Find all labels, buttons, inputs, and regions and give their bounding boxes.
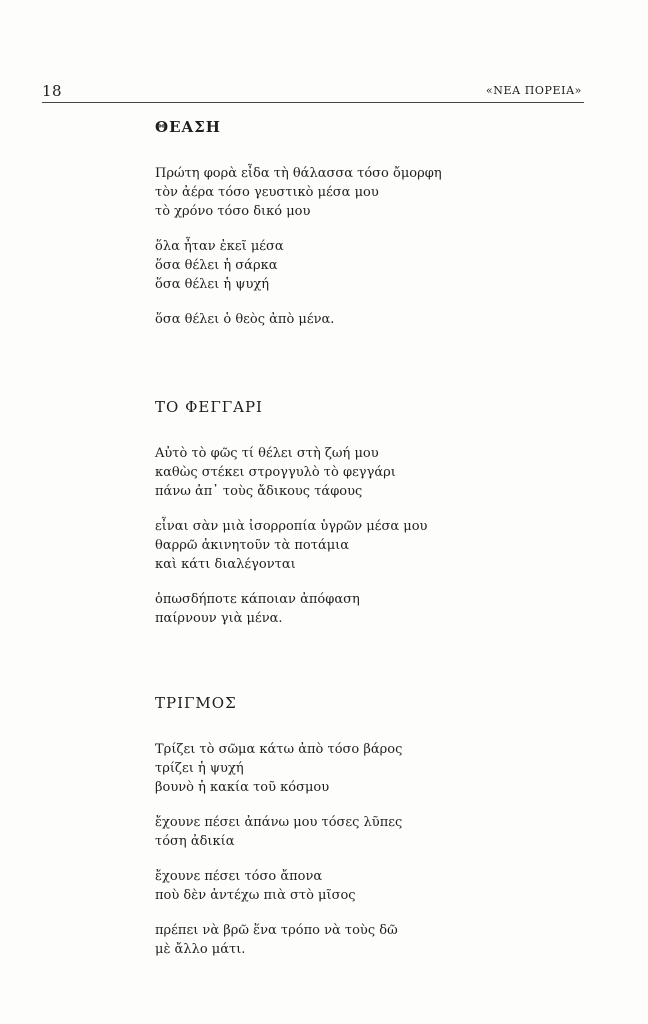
stanza [155, 867, 595, 905]
poem-line: Πρώτη φορὰ εἶδα τὴ θάλασσα τόσο ὄμορφη [155, 166, 442, 181]
poem-line: ποὺ δὲν ἀντέχω πιὰ στὸ μῖσος [155, 888, 356, 903]
poem-line: ὅλα ἦταν ἐκεῖ μέσα [155, 239, 284, 254]
poem-line: ὅσα θέλει ἡ ψυχή [155, 277, 270, 292]
poem-line: πρέπει νὰ βρῶ ἕνα τρόπο νὰ τοὺς δῶ [155, 923, 398, 938]
poem-trigmos [155, 694, 595, 975]
poem-line: ἔχουνε πέσει τόσο ἄπονα [155, 869, 323, 884]
poem-theasi [155, 118, 595, 345]
poem-line: πάνω ἀπ᾽ τοὺς ἄδικους τάφους [155, 484, 363, 499]
journal-title: «ΝΕΑ ΠΟΡΕΙΑ» [485, 84, 582, 97]
poem-line: καθὼς στέκει στρογγυλὸ τὸ φεγγάρι [155, 465, 396, 480]
poem-to-feggari [155, 398, 595, 644]
page-number: 18 [42, 82, 63, 100]
poem-title: ΤΟ ΦΕΓΓΑΡΙ [155, 398, 263, 416]
stanza [155, 517, 595, 574]
poem-line: ἔχουνε πέσει ἀπάνω μου τόσες λῦπες [155, 815, 403, 830]
stanza [155, 740, 595, 797]
poem-line: θαρρῶ ἀκινητοῦν τὰ ποτάμια [155, 538, 350, 553]
poem-title: ΤΡΙΓΜΟΣ [155, 694, 237, 712]
poem-line: τρίζει ἡ ψυχή [155, 761, 244, 776]
stanza [155, 164, 595, 221]
stanza [155, 444, 595, 501]
poem-line: εἶναι σὰν μιὰ ἰσορροπία ὑγρῶν μέσα μου [155, 519, 428, 534]
stanza [155, 921, 595, 959]
poem-line: καὶ κάτι διαλέγονται [155, 557, 296, 572]
stanza [155, 813, 595, 851]
poem-line: Αὐτὸ τὸ φῶς τί θέλει στὴ ζωή μου [155, 446, 379, 461]
poem-line: τόση ἀδικία [155, 834, 235, 849]
stanza [155, 237, 595, 294]
poem-line: βουνὸ ἡ κακία τοῦ κόσμου [155, 780, 330, 795]
poem-title: ΘΕΑΣΗ [155, 118, 221, 136]
poem-line: ὁπωσδήποτε κάποιαν ἀπόφαση [155, 592, 360, 607]
poem-line: τὸν ἀέρα τόσο γευστικὸ μέσα μου [155, 185, 379, 200]
stanza [155, 310, 595, 329]
poem-line: Τρίζει τὸ σῶμα κάτω ἀπὸ τόσο βάρος [155, 742, 403, 757]
poem-line: τὸ χρόνο τόσο δικό μου [155, 204, 311, 219]
poem-line: παίρνουν γιὰ μένα. [155, 611, 283, 626]
poem-line: ὅσα θέλει ἡ σάρκα [155, 258, 278, 273]
poem-line: ὅσα θέλει ὁ θεὸς ἀπὸ μένα. [155, 312, 335, 327]
header-rule [42, 102, 584, 103]
stanza [155, 590, 595, 628]
poem-line: μὲ ἄλλο μάτι. [155, 942, 246, 957]
